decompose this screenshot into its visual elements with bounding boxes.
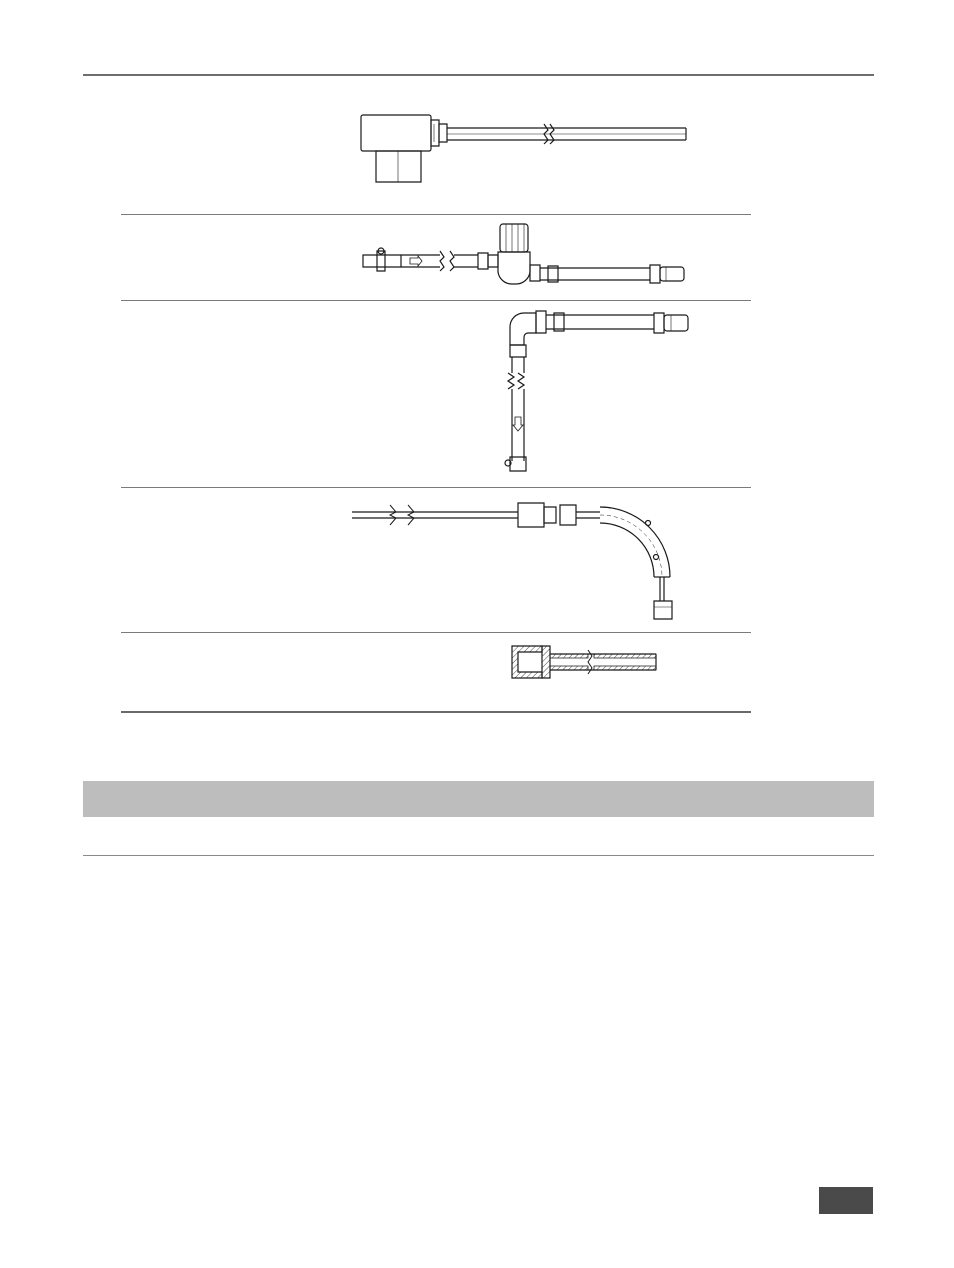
row-divider-3 xyxy=(121,487,751,488)
tube-fitting-section-icon xyxy=(496,640,662,682)
row-divider-2 xyxy=(121,300,751,301)
section-rule xyxy=(83,855,874,856)
header-rule xyxy=(83,74,874,76)
capillary-with-bend-icon xyxy=(350,495,692,625)
valve-assembly-horizontal-icon xyxy=(360,220,692,292)
sensor-with-rod-icon xyxy=(358,110,690,186)
elbow-pipe-assembly-vertical-icon xyxy=(496,305,692,479)
row-divider-last xyxy=(121,711,751,713)
row-divider-1 xyxy=(121,214,751,215)
row-divider-4 xyxy=(121,632,751,633)
page-tab xyxy=(819,1187,873,1214)
section-band xyxy=(83,781,874,817)
